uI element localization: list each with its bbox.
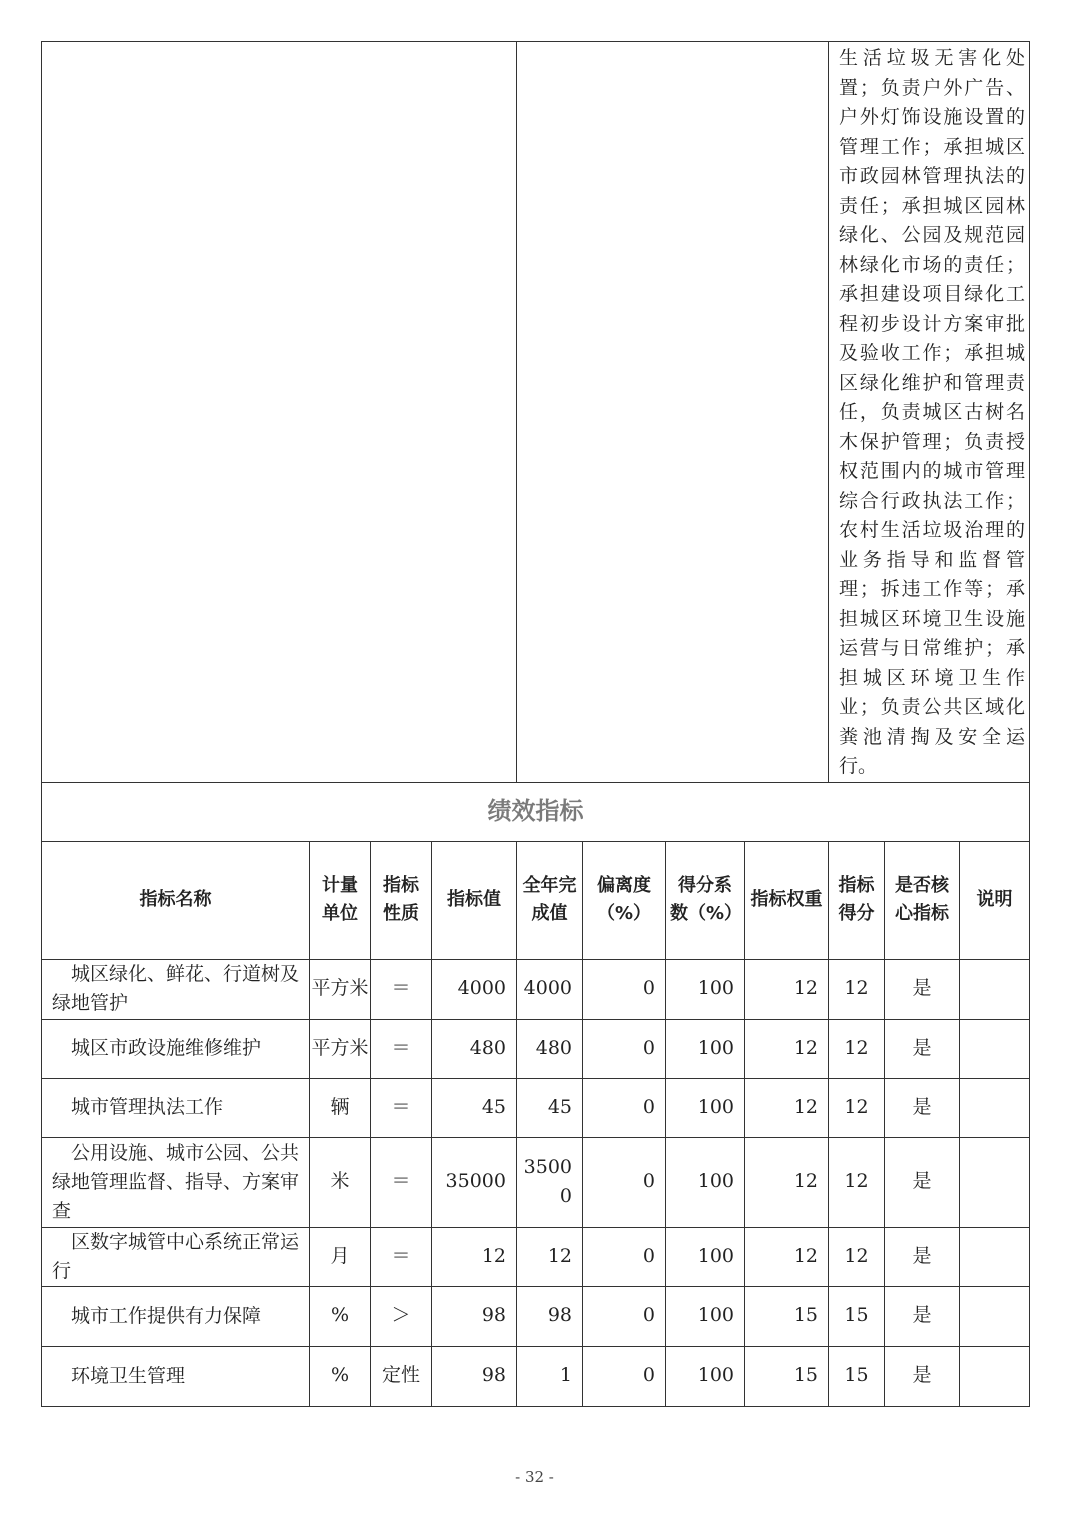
target-cell: 98 — [432, 1286, 517, 1346]
table-row — [42, 959, 1030, 1019]
blank-cell-middle — [517, 42, 829, 783]
coef-cell: 100 — [666, 1019, 745, 1078]
score-cell: 12 — [829, 959, 885, 1019]
nature-cell: ＝ — [371, 1078, 432, 1137]
deviation-cell: 0 — [583, 1227, 666, 1286]
actual-cell: 4000 — [517, 959, 583, 1019]
coef-cell: 100 — [666, 1227, 745, 1286]
target-cell: 35000 — [432, 1137, 517, 1227]
header-nature: 指标性质 — [371, 841, 432, 959]
weight-cell: 12 — [745, 1078, 829, 1137]
unit-cell: 月 — [310, 1227, 371, 1286]
weight-cell: 12 — [745, 1019, 829, 1078]
nature-cell: 定性 — [371, 1346, 432, 1406]
weight-cell: 12 — [745, 1227, 829, 1286]
core-cell: 是 — [885, 1078, 960, 1137]
header-target: 指标值 — [432, 841, 517, 959]
indicator-name — [42, 1286, 310, 1346]
header-coef: 得分系数（%） — [666, 841, 745, 959]
core-cell: 是 — [885, 1137, 960, 1227]
weight-cell: 15 — [745, 1346, 829, 1406]
deviation-cell: 0 — [583, 1346, 666, 1406]
target-cell: 98 — [432, 1346, 517, 1406]
indicator-name — [42, 1019, 310, 1078]
table-row — [42, 1227, 1030, 1286]
indicator-name-text: 城市工作提供有力保障 — [71, 1304, 262, 1327]
indicator-name-text: 城区绿化、鲜花、行道树及绿地管护 — [52, 963, 300, 1014]
unit-cell: 辆 — [310, 1078, 371, 1137]
nature-cell: ＝ — [371, 1137, 432, 1227]
score-cell: 15 — [829, 1286, 885, 1346]
note-cell — [960, 1137, 1030, 1227]
score-cell: 12 — [829, 1137, 885, 1227]
weight-cell: 12 — [745, 1137, 829, 1227]
target-cell: 45 — [432, 1078, 517, 1137]
actual-cell: 98 — [517, 1286, 583, 1346]
header-score: 指标得分 — [829, 841, 885, 959]
indicator-name — [42, 1227, 310, 1286]
indicator-name-text: 区数字城管中心系统正常运行 — [52, 1230, 300, 1282]
note-cell — [960, 1227, 1030, 1286]
note-cell — [960, 1286, 1030, 1346]
indicator-name — [42, 1078, 310, 1137]
header-name: 指标名称 — [42, 841, 310, 959]
note-cell — [960, 1078, 1030, 1137]
note-cell — [960, 1346, 1030, 1406]
duty-row — [42, 42, 1030, 783]
indicator-name-text: 城市管理执法工作 — [71, 1096, 224, 1118]
unit-cell: % — [310, 1286, 371, 1346]
indicator-rows — [42, 959, 1030, 1406]
indicator-name-text: 环境卫生管理 — [71, 1364, 186, 1387]
table-row — [42, 1286, 1030, 1346]
target-cell: 4000 — [432, 959, 517, 1019]
table-row — [42, 1137, 1030, 1227]
coef-cell: 100 — [666, 1346, 745, 1406]
section-title: 绩效指标 — [42, 782, 1030, 841]
header-weight: 指标权重 — [745, 841, 829, 959]
indicator-name — [42, 1137, 310, 1227]
score-cell: 15 — [829, 1346, 885, 1406]
actual-cell: 35000 — [517, 1137, 583, 1227]
indicator-name-text: 公用设施、城市公园、公共绿地管理监督、指导、方案审查 — [52, 1141, 300, 1222]
actual-cell: 1 — [517, 1346, 583, 1406]
core-cell: 是 — [885, 959, 960, 1019]
coef-cell: 100 — [666, 1286, 745, 1346]
coef-cell: 100 — [666, 959, 745, 1019]
nature-cell: ＝ — [371, 1019, 432, 1078]
actual-cell: 45 — [517, 1078, 583, 1137]
duty-description: 生活垃圾无害化处置；负责户外广告、户外灯饰设施设置的管理工作；承担城区市政园林管理执法的责任；承担城区园林绿化、公园及规范园林绿化市场的责任；承担建设项目绿化工程初步设计方案审批及验收工作；承担城区绿化维护和管理责任，负责城区古树名木保护管理；负责授权范围内的城市管理综合行政执法工作；农村生活垃圾治理的业务指导和监督管理；拆违工作等；承担城区环境卫生设施运营与日常维护；承担城区环境卫生作业；负责公共区域化粪池清掏及安全运行。 — [829, 42, 1030, 783]
table-row — [42, 1078, 1030, 1137]
actual-cell: 480 — [517, 1019, 583, 1078]
header-actual: 全年完成值 — [517, 841, 583, 959]
note-cell — [960, 1019, 1030, 1078]
page-number: - 32 - — [515, 1468, 554, 1486]
deviation-cell: 0 — [583, 1078, 666, 1137]
unit-cell: 米 — [310, 1137, 371, 1227]
header-row — [42, 841, 1030, 959]
blank-cell-left — [42, 42, 517, 783]
unit-cell: % — [310, 1346, 371, 1406]
target-cell: 480 — [432, 1019, 517, 1078]
nature-cell: ＝ — [371, 959, 432, 1019]
performance-table — [41, 41, 1030, 1407]
weight-cell: 15 — [745, 1286, 829, 1346]
deviation-cell: 0 — [583, 1137, 666, 1227]
unit-cell: 平方米 — [310, 959, 371, 1019]
note-cell — [960, 959, 1030, 1019]
core-cell: 是 — [885, 1227, 960, 1286]
header-note: 说明 — [960, 841, 1030, 959]
deviation-cell: 0 — [583, 959, 666, 1019]
header-deviation: 偏离度（%） — [583, 841, 666, 959]
table-row — [42, 1346, 1030, 1406]
score-cell: 12 — [829, 1019, 885, 1078]
indicator-name — [42, 959, 310, 1019]
deviation-cell: 0 — [583, 1019, 666, 1078]
header-core: 是否核心指标 — [885, 841, 960, 959]
actual-cell: 12 — [517, 1227, 583, 1286]
weight-cell: 12 — [745, 959, 829, 1019]
core-cell: 是 — [885, 1346, 960, 1406]
deviation-cell: 0 — [583, 1286, 666, 1346]
header-unit: 计量单位 — [310, 841, 371, 959]
section-title-row — [42, 782, 1030, 841]
core-cell: 是 — [885, 1286, 960, 1346]
indicator-name-text: 城区市政设施维修维护 — [71, 1037, 262, 1059]
unit-cell: 平方米 — [310, 1019, 371, 1078]
score-cell: 12 — [829, 1078, 885, 1137]
nature-cell: ＝ — [371, 1227, 432, 1286]
nature-cell: ＞ — [371, 1286, 432, 1346]
core-cell: 是 — [885, 1019, 960, 1078]
table-row — [42, 1019, 1030, 1078]
coef-cell: 100 — [666, 1078, 745, 1137]
target-cell: 12 — [432, 1227, 517, 1286]
score-cell: 12 — [829, 1227, 885, 1286]
coef-cell: 100 — [666, 1137, 745, 1227]
indicator-name — [42, 1346, 310, 1406]
